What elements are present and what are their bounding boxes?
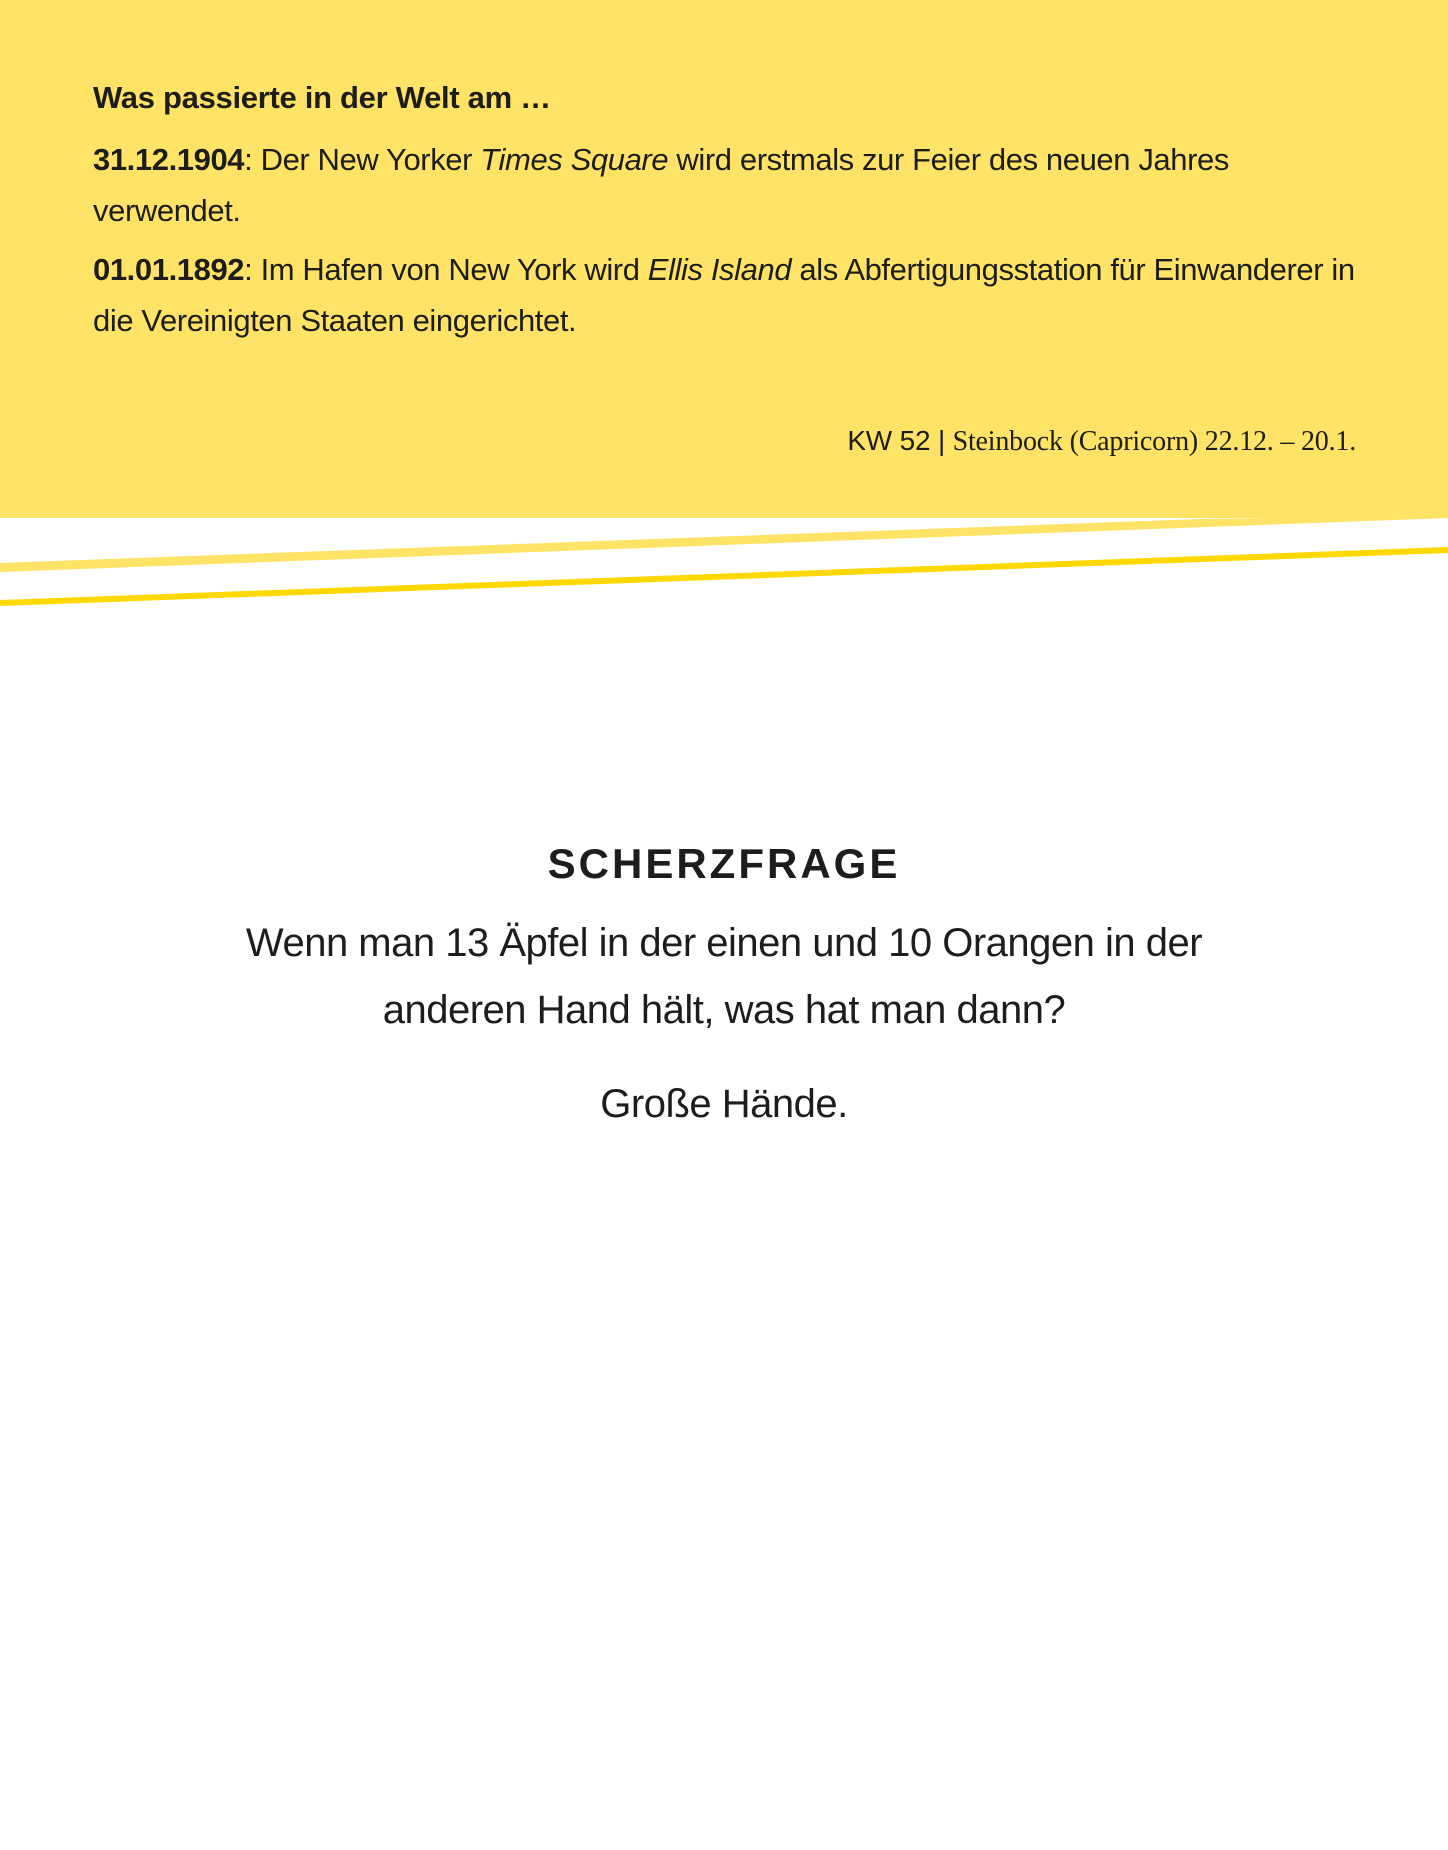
calendar-week: KW 52 — [847, 425, 931, 456]
entry-text: : Der New Yorker — [244, 142, 481, 177]
history-panel — [0, 0, 1448, 518]
entry-emphasis: Times Square — [480, 142, 669, 177]
entry-date: 01.01.1892 — [93, 252, 245, 287]
riddle-answer: Große Hände. — [600, 1082, 848, 1126]
entry-text: als Abfertigungsstation für Einwanderer in die Vereinigten Staaten eingerichtet. — [93, 252, 1355, 338]
diagonal-stripes-decoration — [0, 500, 1448, 620]
week-info — [847, 423, 1356, 460]
entry-emphasis: Ellis Island — [647, 252, 792, 287]
entry-text: : Im Hafen von New York wird — [244, 252, 648, 287]
entry-date: 31.12.1904 — [93, 142, 245, 177]
riddle-section — [0, 836, 1448, 1132]
week-separator: | — [930, 425, 953, 456]
entry-text: wird erstmals zur Feier des neuen Jahres verwendet. — [93, 142, 1229, 228]
riddle-title: SCHERZFRAGE — [547, 840, 901, 887]
history-title: Was passierte in der Welt am … — [93, 80, 551, 115]
history-entry — [93, 244, 1373, 346]
light-stripe — [0, 517, 1448, 572]
history-entry — [93, 134, 1373, 236]
zodiac-sign: Steinbock (Capricorn) 22.12. – 20.1. — [952, 426, 1356, 457]
history-section — [93, 78, 1373, 354]
riddle-question: Wenn man 13 Äpfel in der einen und 10 Orangen in der anderen Hand hält, was hat man dann? — [245, 921, 1203, 1032]
